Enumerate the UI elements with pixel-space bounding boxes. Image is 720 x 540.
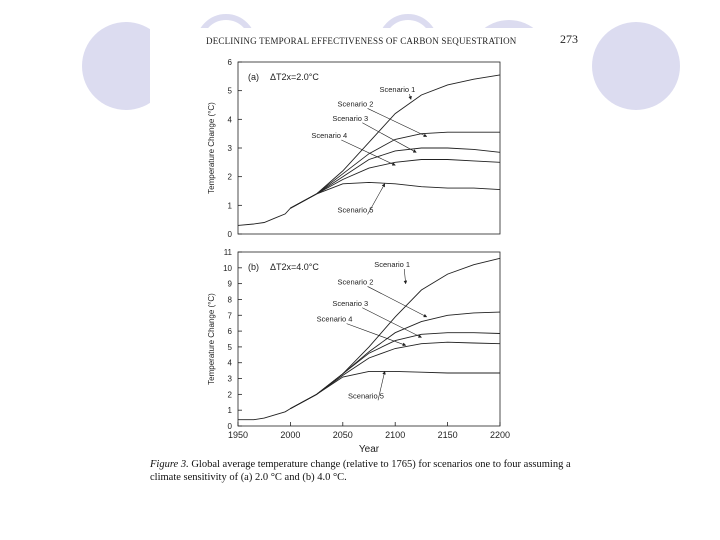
series-line: [290, 333, 500, 409]
series-line: [238, 75, 500, 226]
y-tick-label: 8: [227, 295, 232, 305]
series-label: Scenario 5: [337, 205, 374, 215]
paper-page: [150, 28, 590, 498]
series-label: Scenario 5: [348, 391, 384, 401]
series-label: Scenario 4: [311, 130, 348, 140]
y-tick-label: 7: [227, 311, 232, 321]
series-line: [290, 312, 500, 409]
y-tick-label: 10: [223, 263, 232, 273]
y-tick-label: 0: [227, 422, 232, 431]
panel-label: (b): [248, 262, 259, 272]
running-title: DECLINING TEMPORAL EFFECTIVENESS OF CARBON SEQUESTRATION: [206, 36, 517, 46]
panel-a: [207, 58, 500, 239]
series-line: [290, 148, 500, 208]
decor-circle-right: [592, 22, 680, 110]
y-tick-label: 0: [227, 230, 232, 239]
series-label-arrow: [409, 94, 410, 99]
y-tick-label: 4: [227, 358, 232, 368]
y-tick-label: 2: [227, 390, 232, 400]
x-tick-label: 1950: [227, 430, 249, 440]
caption-text: Global average temperature change (relative to 1765) for scenarios one to four assuming a climate sensitivity of (a) 2.0 °C and (b) 4.0 °C.: [150, 459, 571, 483]
series-label: Scenario 4: [316, 314, 353, 324]
series-label: Scenario 3: [332, 298, 369, 308]
series-line: [290, 182, 500, 208]
series-line: [290, 132, 500, 208]
series-label: Scenario 1: [374, 260, 411, 270]
y-tick-label: 9: [227, 279, 232, 289]
panel-label: (a): [248, 72, 259, 82]
series-label-arrow: [347, 324, 406, 346]
series-label-arrow: [362, 308, 421, 338]
x-tick-label: 2000: [280, 430, 301, 440]
caption-label: Figure 3.: [150, 459, 189, 470]
x-tick-label: 2200: [489, 430, 511, 440]
y-tick-label: 1: [227, 406, 232, 416]
series-label: Scenario 2: [337, 277, 374, 287]
y-tick-label: 3: [227, 144, 232, 153]
figure-3-chart: [150, 54, 590, 474]
series-label: Scenario 1: [379, 85, 416, 95]
y-axis-label: Temperature Change (°C): [207, 102, 216, 194]
y-axis-label: Temperature Change (°C): [207, 293, 216, 385]
series-label-arrow: [368, 286, 427, 316]
y-tick-label: 3: [227, 374, 232, 384]
panel-annotation: ΔT2x=2.0°C: [270, 72, 319, 82]
y-tick-label: 2: [227, 172, 232, 182]
series-line: [290, 342, 500, 408]
x-tick-label: 2050: [332, 430, 353, 440]
x-tick-label: 2150: [437, 430, 458, 440]
series-label-arrow: [404, 269, 405, 284]
y-tick-label: 5: [227, 342, 232, 352]
x-axis-label: Year: [358, 444, 380, 455]
x-tick-label: 2100: [385, 430, 406, 440]
y-tick-label: 6: [227, 58, 232, 67]
y-tick-label: 6: [227, 327, 232, 337]
y-tick-label: 11: [223, 248, 232, 257]
series-label-arrow: [362, 123, 416, 153]
panel-annotation: ΔT2x=4.0°C: [270, 262, 319, 272]
figure-caption: [150, 458, 590, 484]
series-label: Scenario 3: [332, 113, 369, 123]
y-tick-label: 4: [227, 115, 232, 125]
y-tick-label: 5: [227, 86, 232, 96]
series-label: Scenario 2: [337, 99, 374, 109]
panel-b: [207, 248, 510, 455]
page-number: 273: [560, 32, 578, 46]
y-tick-label: 1: [227, 201, 232, 211]
